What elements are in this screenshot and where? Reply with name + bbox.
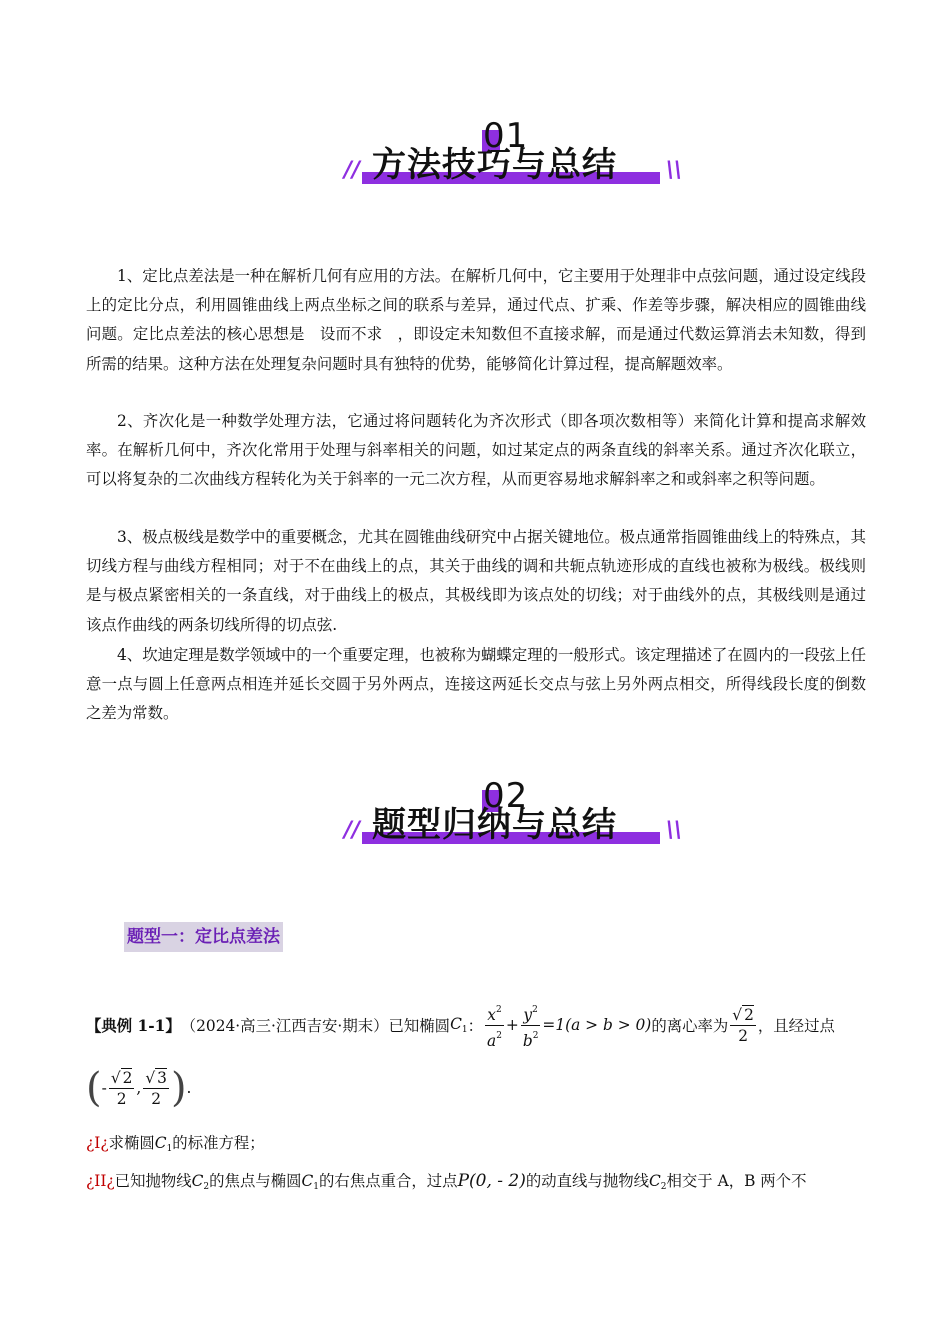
part-2-text-b: 的焦点与椭圆	[209, 1172, 302, 1190]
ellipse-c1-label: $C_1$	[154, 1134, 173, 1154]
left-paren: (	[86, 1065, 102, 1111]
slash-decoration-left: //	[344, 818, 361, 843]
section-header-2	[340, 778, 690, 858]
fraction-y-over-b: $\frac{y^2}{b^2}$	[521, 1000, 541, 1051]
example-tag: 【典例 1-1】	[86, 1017, 181, 1035]
example-line-1	[86, 1000, 876, 1050]
paragraph-3: 3、极点极线是数学中的重要概念，尤其在圆锥曲线研究中占据关键地位。极点通常指圆锥曲线上的特殊点，其切线方程与曲线方程相同；对于不在曲线上的点，其关于曲线的调和共轭点轨迹形成的直线也被称为极线。极线则是与极点紧密相关的一条直线，对于曲线上的极点，其极线即为该点处的切线；对于曲线外的点，其极线则是通过该点作曲线的两条切线所得的切点弦.	[86, 528, 866, 634]
part-1-text-a: 求椭圆	[108, 1134, 155, 1152]
point-p: P(0, - 2)	[457, 1171, 526, 1191]
example-line-2	[86, 1060, 876, 1116]
part-1-marker: ¿I¿	[86, 1134, 109, 1152]
fraction-point-x: $\frac{√ 2}{2}$	[110, 1068, 133, 1108]
example-source: （2024·高三·江西吉安·期末）	[180, 1017, 389, 1035]
ellipse-c1-label: $C_1$	[450, 1015, 468, 1035]
colon: ：	[467, 1017, 483, 1035]
section-number: 02	[483, 776, 529, 816]
part-2-text-d: 的动直线与抛物线	[525, 1172, 649, 1190]
equation-rest: =1(a > b > 0)	[542, 1016, 652, 1034]
paragraph-1-text-a: 1、定比点差法是一种在解析几何有应用的方法。在解析几何中，它主要用于处理非中点弦问题，通过设定线段上的定比分点，利用圆锥曲线上两点坐标之间的联系与差异，通过代点、扩乘、作差等步骤，解决相应的圆锥曲线问题。定比点差法的核心思想是	[86, 267, 866, 344]
part-2-text-c: 的右焦点重合，过点	[319, 1172, 458, 1190]
minus-sign: -	[101, 1079, 107, 1097]
slash-decoration-left: //	[344, 158, 361, 183]
part-2-text-e: 相交于 A，B 两个不	[666, 1172, 807, 1190]
parabola-c2-label: $C_2$	[191, 1172, 210, 1192]
paragraph-1-quote: 设而不求	[319, 325, 383, 344]
paragraph-1	[86, 262, 866, 379]
fraction-x-over-a: $\frac{x^2}{a^2}$	[485, 1000, 504, 1051]
question-type-label: 题型一：定比点差法	[124, 922, 283, 952]
eccentricity-text: 的离心率为	[651, 1017, 729, 1035]
slash-decoration-right: \\	[666, 818, 683, 843]
example-intro: 已知椭圆	[388, 1017, 451, 1035]
part-2-marker: ¿II¿	[86, 1172, 115, 1190]
section-header-1	[340, 118, 690, 198]
comma: ,	[136, 1079, 142, 1097]
parabola-c2-label: $C_2$	[649, 1172, 667, 1192]
fraction-sqrt2-over-2: $\frac{√ 2}{2}$	[732, 1005, 754, 1045]
period: .	[186, 1079, 192, 1097]
question-part-1	[86, 1128, 876, 1164]
right-paren: )	[170, 1065, 187, 1111]
section-number: 01	[483, 116, 529, 156]
pass-through-text: ，且经过点	[757, 1017, 835, 1035]
section-title: 题型归纳与总结	[372, 805, 617, 845]
paragraph-1-text-b: ，即设定未知数但不直接求解，而是通过代数运算消去未知数，得到所需的结果。这种方法在处理复杂问题时具有独特的优势，能够简化计算过程，提高解题效率。	[86, 325, 866, 373]
paragraph-4: 4、坎迪定理是数学领域中的一个重要定理，也被称为蝴蝶定理的一般形式。该定理描述了在圆内的一段弦上任意一点与圆上任意两点相连并延长交圆于另外两点，连接这两延长交点与弦上另外两点相交，所得线段长度的倒数之差为常数。	[86, 646, 866, 723]
fraction-point-y: $\frac{√ 3}{2}$	[145, 1068, 167, 1108]
slash-decoration-right: \\	[666, 158, 683, 183]
section-title: 方法技巧与总结	[372, 145, 617, 185]
part-2-text-a: 已知抛物线	[114, 1172, 192, 1190]
part-1-text-b: 的标准方程；	[172, 1134, 265, 1152]
ellipse-c1-label: $C_1$	[301, 1172, 320, 1192]
question-part-2	[86, 1166, 876, 1202]
plus-sign: +	[505, 1016, 519, 1034]
paragraph-2: 2、齐次化是一种数学处理方法，它通过将问题转化为齐次形式（即各项次数相等）来简化计算和提高求解效率。在解析几何中，齐次化常用于处理与斜率相关的问题，如过某定点的两条直线的斜率关系。通过齐次化联立，可以将复杂的二次曲线方程转化为关于斜率的一元二次方程，从而更容易地求解斜率之和或斜率之积等问题。	[86, 412, 866, 489]
